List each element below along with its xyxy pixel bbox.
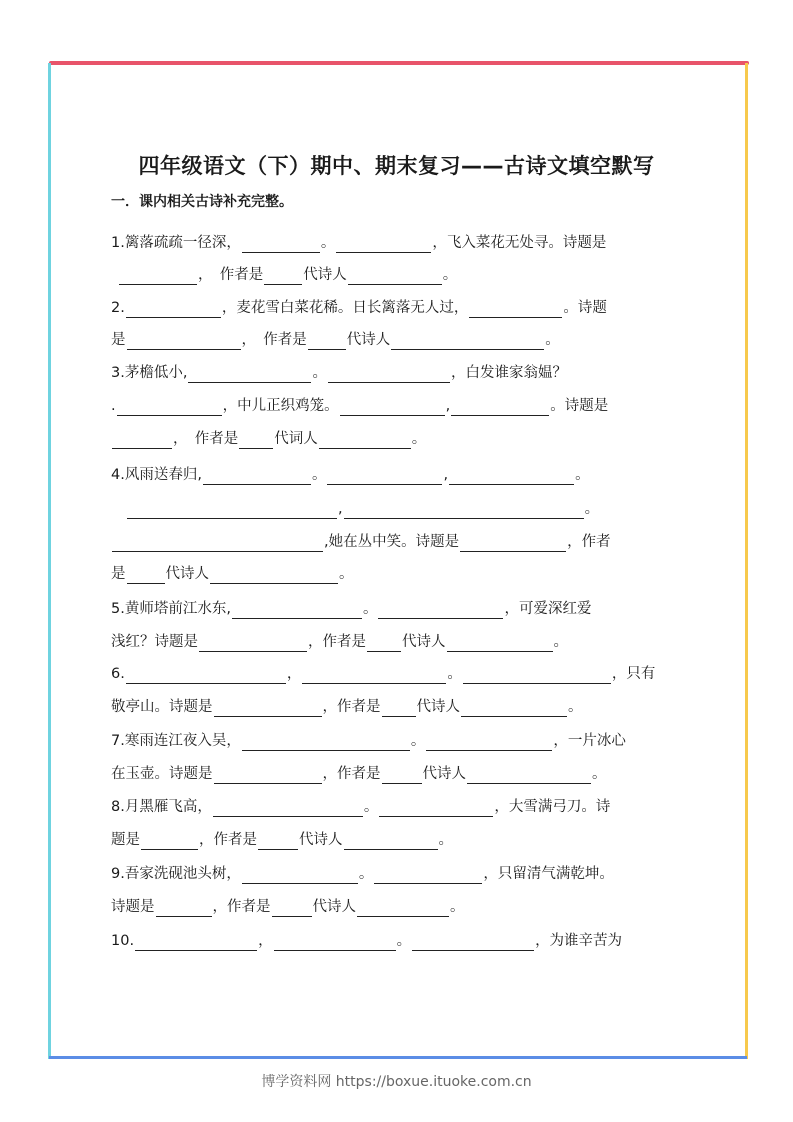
- footer-watermark: 博学资料网 https://boxue.ituoke.com.cn: [261, 1074, 532, 1090]
- line-text: 。: [312, 365, 327, 381]
- fill-in-blank[interactable]: [242, 237, 320, 253]
- worksheet-line: [111, 895, 465, 917]
- frame-bottom-border: [49, 1056, 747, 1059]
- worksheet-line: [118, 263, 457, 285]
- worksheet-line: [111, 296, 607, 318]
- fill-in-blank[interactable]: [127, 568, 165, 584]
- line-text: 代诗人: [165, 566, 209, 582]
- fill-in-blank[interactable]: [126, 668, 286, 684]
- line-text: 。: [363, 799, 379, 815]
- line-text: 5.黄师塔前江水东,: [111, 601, 231, 617]
- fill-in-blank[interactable]: [382, 701, 416, 717]
- fill-in-blank[interactable]: [449, 469, 574, 485]
- line-text: 1.篱落疏疏一径深，: [111, 235, 241, 251]
- line-text: 。: [362, 601, 378, 617]
- line-text: 。: [442, 267, 458, 283]
- fill-in-blank[interactable]: [239, 433, 273, 449]
- fill-in-blank[interactable]: [461, 701, 567, 717]
- line-text: 。: [339, 566, 354, 582]
- line-text: ，中儿正织鸡笼。: [222, 398, 339, 414]
- line-text: ，为谁辛苦为: [535, 933, 623, 949]
- line-text: ,: [445, 398, 451, 414]
- line-text: ，作者是: [322, 699, 381, 715]
- fill-in-blank[interactable]: [214, 768, 322, 784]
- line-text: 。: [575, 467, 590, 483]
- line-text: ，白发谁家翁媪？: [450, 365, 567, 381]
- fill-in-blank[interactable]: [336, 237, 431, 253]
- fill-in-blank[interactable]: [447, 636, 553, 652]
- line-text: 。: [450, 899, 465, 915]
- line-text: 。诗题是: [550, 398, 609, 414]
- fill-in-blank[interactable]: [199, 636, 307, 652]
- line-text: 。: [396, 933, 412, 949]
- fill-in-blank[interactable]: [344, 834, 438, 850]
- fill-in-blank[interactable]: [112, 536, 323, 552]
- worksheet-line: [111, 427, 426, 449]
- fill-in-blank[interactable]: [367, 636, 401, 652]
- worksheet-line: [111, 929, 622, 951]
- line-text: ，可爱深红爱: [504, 601, 592, 617]
- fill-in-blank[interactable]: [156, 901, 212, 917]
- fill-in-blank[interactable]: [214, 701, 322, 717]
- line-text: ,她在丛中笑。诗题是: [324, 534, 460, 550]
- fill-in-blank[interactable]: [467, 768, 591, 784]
- fill-in-blank[interactable]: [141, 834, 198, 850]
- fill-in-blank[interactable]: [274, 935, 396, 951]
- fill-in-blank[interactable]: [374, 868, 482, 884]
- line-text: 是: [111, 566, 126, 582]
- fill-in-blank[interactable]: [382, 768, 422, 784]
- line-text: 7.寒雨连江夜入吴，: [111, 733, 241, 749]
- line-text: 8.月黑雁飞高，: [111, 799, 212, 815]
- line-text: ,: [338, 501, 343, 517]
- fill-in-blank[interactable]: [302, 668, 446, 684]
- line-text: 代诗人: [303, 267, 347, 283]
- frame-left-border: [48, 63, 51, 1059]
- fill-in-blank[interactable]: [378, 603, 503, 619]
- line-text: 。: [584, 501, 600, 517]
- fill-in-blank[interactable]: [117, 400, 222, 416]
- fill-in-blank[interactable]: [213, 801, 363, 817]
- worksheet-line: [111, 630, 568, 652]
- fill-in-blank[interactable]: [272, 901, 312, 917]
- line-text: 6.: [111, 666, 125, 682]
- fill-in-blank[interactable]: [391, 334, 544, 350]
- line-text: 。: [568, 699, 583, 715]
- page-title: 四年级语文（下）期中、期末复习——古诗文填空默写: [138, 154, 655, 178]
- fill-in-blank[interactable]: [242, 868, 358, 884]
- frame-right-border: [745, 63, 748, 1059]
- line-text: ，作者: [567, 534, 611, 550]
- fill-in-blank[interactable]: [210, 568, 338, 584]
- line-text: ,: [443, 467, 449, 483]
- line-text: 代诗人: [402, 634, 446, 650]
- worksheet-line: [111, 828, 453, 850]
- line-text: 10.: [111, 933, 135, 949]
- line-text: 代诗人: [346, 332, 391, 348]
- fill-in-blank[interactable]: [127, 334, 241, 350]
- line-text: ，作者是: [199, 832, 257, 848]
- fill-in-blank[interactable]: [319, 433, 411, 449]
- line-text: ，作者是: [212, 899, 271, 915]
- fill-in-blank[interactable]: [119, 269, 197, 285]
- worksheet-line: [111, 729, 626, 751]
- fill-in-blank[interactable]: [308, 334, 346, 350]
- line-text: 代诗人: [416, 699, 460, 715]
- line-text: ，作者是: [308, 634, 366, 650]
- fill-in-blank[interactable]: [451, 400, 549, 416]
- line-text: ，大雪满弓刀。诗: [494, 799, 611, 815]
- line-text: 。: [553, 634, 568, 650]
- fill-in-blank[interactable]: [242, 735, 410, 751]
- fill-in-blank[interactable]: [379, 801, 493, 817]
- fill-in-blank[interactable]: [469, 302, 562, 318]
- worksheet-line: [111, 695, 583, 717]
- line-text: 代诗人: [299, 832, 343, 848]
- fill-in-blank[interactable]: [258, 834, 298, 850]
- frame-top-border: [49, 61, 749, 65]
- worksheet-line: [111, 562, 354, 584]
- fill-in-blank[interactable]: [463, 668, 611, 684]
- line-text: 。: [311, 467, 327, 483]
- line-text: 。: [438, 832, 453, 848]
- worksheet-line: [111, 231, 606, 253]
- line-text: ， 作者是: [198, 267, 264, 283]
- line-text: 。诗题: [563, 300, 607, 316]
- fill-in-blank[interactable]: [126, 302, 221, 318]
- line-text: 在玉壶。诗题是: [111, 766, 213, 782]
- line-text: ，飞入菜花无处寻。诗题是: [432, 235, 607, 251]
- worksheet-line: [111, 795, 610, 817]
- line-text: 浅红？诗题是: [111, 634, 198, 650]
- line-text: 。: [411, 431, 427, 447]
- line-text: 4.风雨送春归,: [111, 467, 202, 483]
- line-text: ， 作者是: [173, 431, 239, 447]
- line-text: 题是: [111, 832, 140, 848]
- fill-in-blank[interactable]: [232, 603, 362, 619]
- fill-in-blank[interactable]: [188, 367, 311, 383]
- worksheet-line: [111, 530, 611, 552]
- worksheet-line: [111, 762, 607, 784]
- worksheet-line: [111, 662, 655, 684]
- line-text: 9.吾家洗砚池头树，: [111, 866, 241, 882]
- line-text: .: [111, 398, 116, 414]
- line-text: 。: [447, 666, 462, 682]
- line-text: 代词人: [274, 431, 318, 447]
- fill-in-blank[interactable]: [112, 433, 172, 449]
- worksheet-line: [111, 328, 560, 350]
- line-text: ，一片冰心: [553, 733, 626, 749]
- section-heading: 一．课内相关古诗补充完整。: [111, 194, 293, 210]
- line-text: 。: [358, 866, 374, 882]
- line-text: 3.茅檐低小,: [111, 365, 188, 381]
- line-text: ，只留清气满乾坤。: [483, 866, 614, 882]
- line-text: 诗题是: [111, 899, 155, 915]
- fill-in-blank[interactable]: [135, 935, 257, 951]
- line-text: ，只有: [611, 666, 656, 682]
- line-text: 代诗人: [422, 766, 466, 782]
- line-text: ，麦花雪白菜花稀。日长篱落无人过，: [221, 300, 469, 316]
- worksheet-line: [111, 361, 567, 383]
- line-text: 。: [545, 332, 560, 348]
- line-text: ， 作者是: [241, 332, 307, 348]
- worksheet-line: [126, 497, 599, 519]
- line-text: 2.: [111, 300, 125, 316]
- line-text: ，作者是: [322, 766, 381, 782]
- fill-in-blank[interactable]: [340, 400, 445, 416]
- fill-in-blank[interactable]: [348, 269, 442, 285]
- line-text: 。: [592, 766, 607, 782]
- fill-in-blank[interactable]: [344, 503, 584, 519]
- line-text: 。: [320, 235, 336, 251]
- fill-in-blank[interactable]: [426, 735, 552, 751]
- line-text: 代诗人: [312, 899, 356, 915]
- line-text: ，: [258, 933, 273, 949]
- fill-in-blank[interactable]: [203, 469, 311, 485]
- fill-in-blank[interactable]: [264, 269, 302, 285]
- fill-in-blank[interactable]: [460, 536, 566, 552]
- worksheet-line: [111, 394, 608, 416]
- line-text: 是: [111, 332, 126, 348]
- fill-in-blank[interactable]: [127, 503, 337, 519]
- worksheet-line: [111, 463, 590, 485]
- worksheet-line: [111, 862, 614, 884]
- line-text: ，: [286, 666, 302, 682]
- fill-in-blank[interactable]: [412, 935, 534, 951]
- fill-in-blank[interactable]: [357, 901, 449, 917]
- line-text: 。: [410, 733, 426, 749]
- fill-in-blank[interactable]: [327, 469, 442, 485]
- line-text: 敬亭山。诗题是: [111, 699, 213, 715]
- fill-in-blank[interactable]: [328, 367, 450, 383]
- worksheet-line: [111, 597, 591, 619]
